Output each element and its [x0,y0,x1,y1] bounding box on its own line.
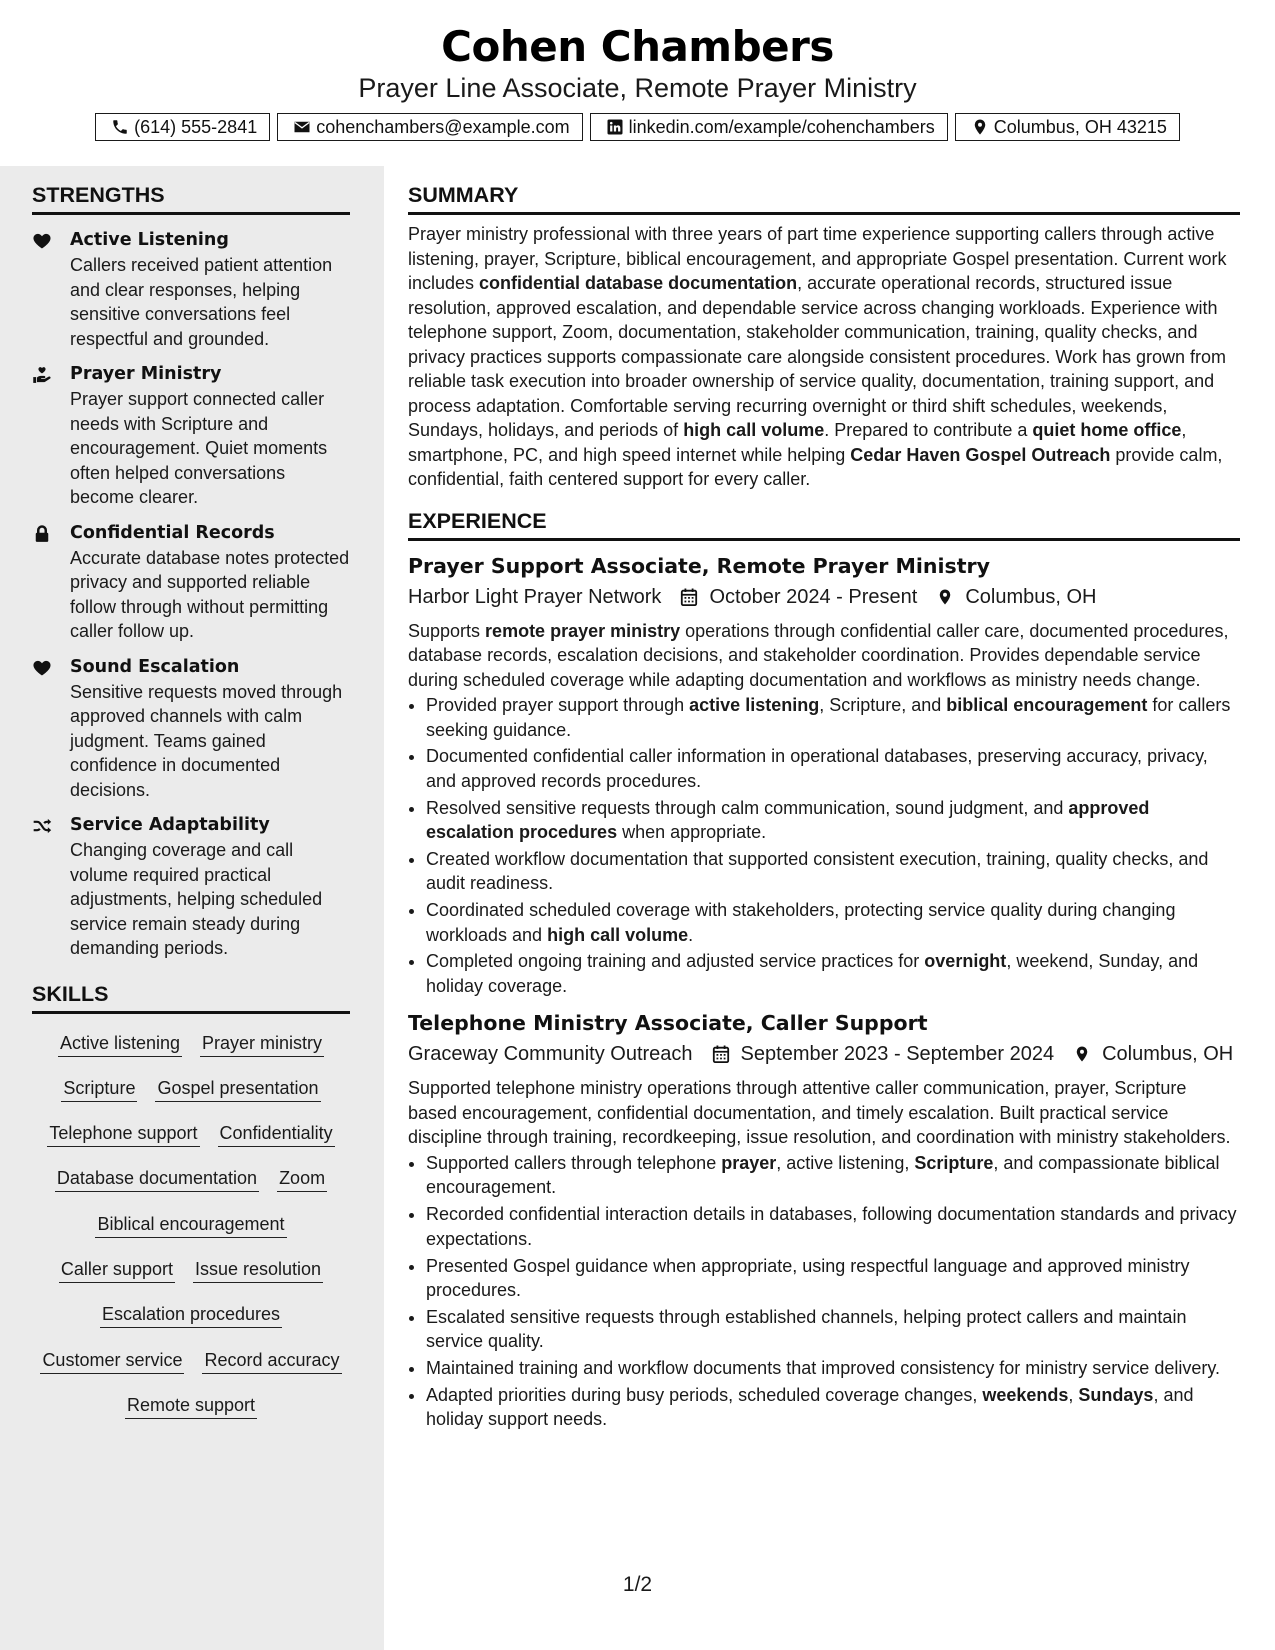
envelope-icon [292,118,312,136]
strength-title: Sound Escalation [70,656,240,677]
job-bullets [408,1151,1240,1432]
strength-desc: Prayer support connected caller needs with Scripture and encouragement. Quiet moments often helped conversations become clearer. [70,389,328,507]
strength-desc: Changing coverage and call volume required practical adjustments, helping scheduled service remain steady during demanding periods. [70,840,323,958]
skill-row [32,1337,350,1382]
job-bullet: • Escalated sensitive requests through established channels, helping protect callers and maintain service quality. [426,1305,1240,1354]
job-bullet: • Maintained training and workflow documents that improved consistency for ministry service delivery. [426,1356,1240,1381]
skill-row [32,1110,350,1155]
page-number: 1/2 [622,1573,653,1596]
bold-phrase: Sundays [1078,1384,1154,1405]
job-bullets [408,693,1240,998]
strength-title: Confidential Records [70,522,275,543]
skill-tag: Zoom [277,1167,327,1192]
job-location: Columbus, OH [1102,1043,1234,1066]
job-title: Prayer Support Associate, Remote Prayer Ministry [408,553,991,578]
skill-tag: Database documentation [55,1167,259,1192]
location-text: Columbus, OH 43215 [993,116,1167,137]
main-column [408,166,1240,1434]
strength-item [32,362,350,510]
job-bullet: • Coordinated scheduled coverage with stakeholders, protecting service quality during changing workloads and high call volume. [426,898,1240,947]
bold-phrase: Scripture [914,1152,994,1173]
skill-row [32,1155,350,1200]
skill-tag: Gospel presentation [155,1077,320,1102]
skills-list [32,1020,350,1428]
skill-row [32,1201,350,1246]
job-bullet: • Presented Gospel guidance when appropriate, using respectful language and approved ministry procedures. [426,1254,1240,1303]
strengths-list [32,228,350,961]
linkedin-icon [605,118,625,136]
map-pin-icon [970,118,990,136]
job-bullet: • Completed ongoing training and adjusted service practices for overnight, weekend, Sunday, and holiday coverage. [426,949,1240,998]
job-bullet: • Supported callers through telephone prayer, active listening, Scripture, and compassionate biblical encouragement. [426,1151,1240,1200]
skill-tag: Issue resolution [193,1258,323,1283]
skill-row [32,1020,350,1065]
hand-heart-icon [32,362,70,510]
job-bullet: • Documented confidential caller information in operational databases, preserving accuracy, privacy, and approved records procedures. [426,744,1240,793]
job-bullet: • Recorded confidential interaction details in databases, following documentation standards and privacy expectations. [426,1202,1240,1251]
skill-tag: Remote support [125,1394,257,1419]
bold-phrase: approved escalation procedures [426,797,1150,843]
experience-heading: EXPERIENCE [408,508,1240,541]
job-entry [408,551,1240,999]
strength-title: Service Adaptability [70,815,270,835]
job-meta [408,1039,1240,1069]
heart-icon [32,655,70,803]
skill-row [32,1246,350,1291]
skill-row [32,1065,350,1110]
skill-tag: Customer service [40,1349,184,1374]
bold-phrase: confidential database documentation [479,273,798,293]
candidate-name: Cohen Chambers [441,22,834,71]
strength-item [32,521,350,644]
phone-text: (614) 555-2841 [134,116,258,137]
summary-text: Prayer ministry professional with three years of part time experience supporting callers through active listening, prayer, Scripture, biblical encouragement, and appropriate Gospel presentation. Current work includes confidential database documentation, accurate operational records, structured issue resolution, approved escalation, and dependable service across changing workloads. Experience with telephone support, Zoom, documentation, stakeholder communication, training, quality checks, and privacy practices supports compassionate care alongside consistent procedures. Work has grown from reliable task execution into broader ownership of service quality, documentation, training support, and process adaptation. Comfortable serving recurring overnight or third shift schedules, weekends, Sundays, holidays, and periods of high call volume. Prepared to contribute a quiet home office, smartphone, PC, and high speed internet while helping Cedar Haven Gospel Outreach provide calm, confidential, faith centered support for every caller. [408,224,1227,489]
bold-phrase: Cedar Haven Gospel Outreach [850,444,1111,465]
calendar-icon [711,1044,731,1064]
resume-header [0,0,1275,144]
skill-tag: Scripture [61,1077,137,1102]
job-bullet: • Adapted priorities during busy periods, scheduled coverage changes, weekends, Sundays, and holiday support needs. [426,1383,1240,1432]
lock-icon [32,521,70,644]
strength-item [32,813,350,961]
contact-location[interactable] [955,113,1180,141]
bold-phrase: high call volume [547,924,689,945]
calendar-icon [679,587,699,607]
skill-tag: Prayer ministry [200,1032,324,1057]
job-dates: September 2023 - September 2024 [740,1043,1055,1066]
job-title: Telephone Ministry Associate, Caller Support [408,1011,928,1036]
map-pin-icon [1072,1044,1092,1064]
job-bullet: • Provided prayer support through active listening, Scripture, and biblical encouragement for callers seeking guidance. [426,693,1240,742]
bold-phrase: biblical encouragement [946,695,1148,715]
summary-heading: SUMMARY [408,182,1240,215]
skill-row [32,1382,350,1427]
linkedin-text: linkedin.com/example/cohenchambers [628,116,935,137]
bold-phrase: overnight [924,951,1007,972]
bold-phrase: weekends [982,1384,1069,1405]
strength-title: Active Listening [70,230,229,250]
bold-phrase: high call volume [683,420,825,440]
job-company: Harbor Light Prayer Network [408,585,662,608]
job-meta [408,582,1240,612]
phone-icon [110,118,130,136]
contact-phone[interactable] [95,113,270,141]
candidate-title: Prayer Line Associate, Remote Prayer Ministry [358,73,917,103]
job-location: Columbus, OH [965,585,1097,608]
strength-item [32,228,350,351]
skill-tag: Record accuracy [202,1349,341,1374]
job-company: Graceway Community Outreach [408,1043,693,1066]
strength-title: Prayer Ministry [70,364,222,384]
job-dates: October 2024 - Present [709,585,918,608]
heart-icon [32,228,70,351]
strength-desc: Callers received patient attention and clear responses, helping sensitive conversations feel respectful and grounded. [70,255,333,349]
bold-phrase: quiet home office [1032,420,1182,440]
strength-desc: Accurate database notes protected privacy and supported reliable follow through without permitting caller follow up. [70,547,350,641]
bold-phrase: remote prayer ministry [485,620,681,641]
bold-phrase: prayer [721,1152,777,1173]
skill-row [32,1291,350,1336]
job-bullet: • Resolved sensitive requests through calm communication, sound judgment, and approved escalation procedures when appropriate. [426,796,1240,845]
strength-item [32,655,350,803]
shuffle-icon [32,813,70,961]
job-entry [408,1008,1240,1431]
sidebar [0,166,384,1650]
contact-linkedin[interactable] [590,113,948,141]
job-bullet: • Created workflow documentation that supported consistent execution, training, quality checks, and audit readiness. [426,847,1240,896]
skill-tag: Telephone support [47,1122,199,1147]
skill-tag: Confidentiality [218,1122,335,1147]
email-text: cohenchambers@example.com [316,116,570,137]
bold-phrase: active listening [689,695,820,715]
strengths-heading: STRENGTHS [32,182,350,215]
skills-heading: SKILLS [32,981,350,1014]
skill-tag: Escalation procedures [100,1303,282,1328]
job-description: Supports remote prayer ministry operations through confidential caller care, documented procedures, database records, escalation decisions, and stakeholder coordination. Provides dependable service during scheduled coverage while adapting documentation and workflows as ministry needs change. [408,620,1229,690]
strength-desc: Sensitive requests moved through approved channels with calm judgment. Teams gained confidence in documented decisions. [70,681,343,800]
skill-tag: Active listening [58,1032,182,1057]
job-description: Supported telephone ministry operations through attentive caller communication, prayer, Scripture based encouragement, confidential documentation, and timely escalation. Built practical service discipline through training, recordkeeping, issue resolution, and coordination with ministry stakeholders. [408,1078,1231,1148]
contact-email[interactable] [277,113,582,141]
contact-bar [0,113,1275,141]
map-pin-icon [935,587,955,607]
skill-tag: Biblical encouragement [95,1213,286,1238]
skill-tag: Caller support [59,1258,175,1283]
